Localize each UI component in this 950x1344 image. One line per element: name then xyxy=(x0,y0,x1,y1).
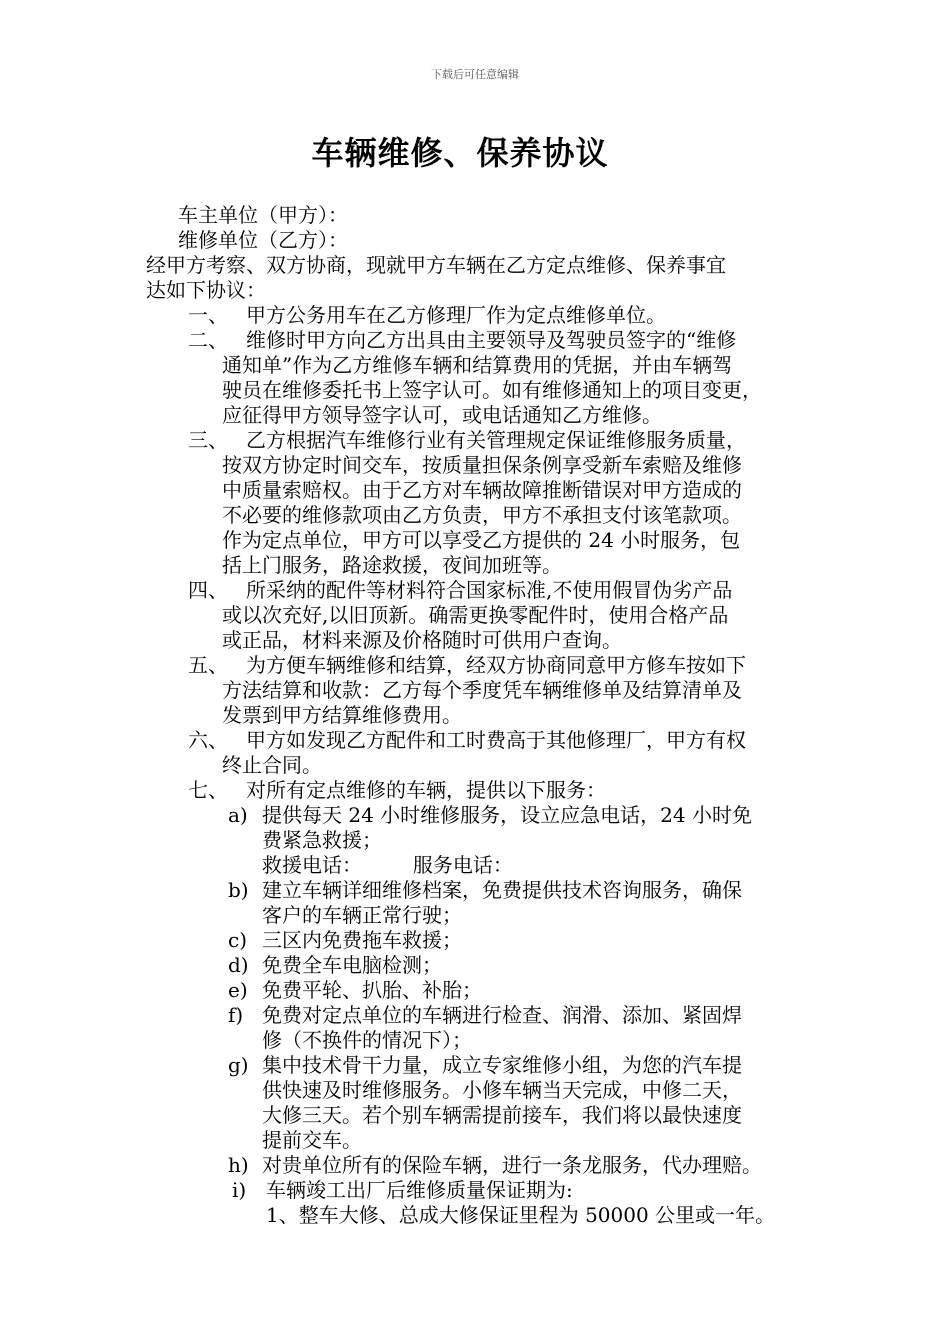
service-label: b) xyxy=(228,878,249,902)
clause-number: 一、 xyxy=(188,303,228,327)
service-line: 救援电话： 服务电话： xyxy=(262,853,513,877)
service-line: 三区内免费拖车救援； xyxy=(262,928,462,952)
clause-line: 维修时甲方向乙方出具由主要领导及驾驶员签字的“维修 xyxy=(246,328,737,352)
service-line: 免费平轮、扒胎、补胎； xyxy=(262,978,482,1002)
clause-line: 终止合同。 xyxy=(222,753,322,777)
clause-line: 甲方公务用车在乙方修理厂作为定点维修单位。 xyxy=(246,303,666,327)
clause-line: 应征得甲方领导签字认可，或电话通知乙方维修。 xyxy=(222,403,662,427)
intro-line: 经甲方考察、双方协商，现就甲方车辆在乙方定点维修、保养事宜 xyxy=(146,253,726,277)
service-line: 提前交车。 xyxy=(262,1128,362,1152)
clause-number: 四、 xyxy=(188,578,228,602)
clause-number: 二、 xyxy=(188,328,228,352)
service-label: f) xyxy=(228,1003,244,1027)
clause-line: 或正品，材料来源及价格随时可供用户查询。 xyxy=(222,628,622,652)
clause-line: 括上门服务，路途救援，夜间加班等。 xyxy=(222,553,562,577)
clause-line: 方法结算和收款：乙方每个季度凭车辆维修单及结算清单及 xyxy=(222,678,742,702)
party-b-label: 维修单位（乙方）： xyxy=(178,228,348,252)
service-label: i) xyxy=(232,1178,247,1202)
service-line: 大修三天。若个别车辆需提前接车，我们将以最快速度 xyxy=(262,1103,742,1127)
clause-number: 七、 xyxy=(188,778,228,802)
clause-number: 三、 xyxy=(188,428,228,452)
service-label: e) xyxy=(228,978,248,1002)
clause-number: 五、 xyxy=(188,653,228,677)
service-line: 供快速及时维修服务。小修车辆当天完成，中修二天， xyxy=(262,1078,742,1102)
document-title: 车辆维修、保养协议 xyxy=(311,134,609,172)
clause-line: 对所有定点维修的车辆，提供以下服务： xyxy=(246,778,606,802)
intro-line: 达如下协议： xyxy=(146,278,266,302)
party-a-label: 车主单位（甲方）： xyxy=(178,203,348,227)
service-label: h) xyxy=(228,1153,249,1177)
clause-number: 六、 xyxy=(188,728,228,752)
clause-line: 作为定点单位，甲方可以享受乙方提供的 24 小时服务，包 xyxy=(222,528,741,552)
service-line: 对贵单位所有的保险车辆，进行一条龙服务，代办理赔。 xyxy=(262,1153,762,1177)
service-line: 修（不换件的情况下）； xyxy=(262,1028,472,1052)
clause-line: 驶员在维修委托书上签字认可。如有维修通知上的项目变更， xyxy=(222,378,762,402)
service-line: 提供每天 24 小时维修服务，设立应急电话，24 小时免 xyxy=(262,803,752,827)
clause-line: 中质量索赔权。由于乙方对车辆故障推断错误对甲方造成的 xyxy=(222,478,742,502)
clause-line: 甲方如发现乙方配件和工时费高于其他修理厂，甲方有权 xyxy=(246,728,746,752)
service-label: g) xyxy=(228,1053,249,1077)
clause-line: 所采纳的配件等材料符合国家标准,不使用假冒伪劣产品 xyxy=(246,578,733,602)
service-label: c) xyxy=(228,928,248,952)
service-label: a) xyxy=(228,803,248,827)
service-line: 免费全车电脑检测； xyxy=(262,953,442,977)
clause-line: 乙方根据汽车维修行业有关管理规定保证维修服务质量， xyxy=(246,428,746,452)
service-line: 费紧急救援； xyxy=(262,828,382,852)
service-line: 客户的车辆正常行驶； xyxy=(262,903,462,927)
service-line: 集中技术骨干力量，成立专家维修小组，为您的汽车提 xyxy=(262,1053,742,1077)
header-note: 下载后可任意编辑 xyxy=(431,68,519,81)
clause-line: 发票到甲方结算维修费用。 xyxy=(222,703,462,727)
service-line: 车辆竣工出厂后维修质量保证期为: xyxy=(266,1178,573,1202)
service-line: 免费对定点单位的车辆进行检查、润滑、添加、紧固焊 xyxy=(262,1003,742,1027)
clause-line: 不必要的维修款项由乙方负责，甲方不承担支付该笔款项。 xyxy=(222,503,742,527)
clause-line: 通知单”作为乙方维修车辆和结算费用的凭据，并由车辆驾 xyxy=(222,353,733,377)
service-label: d) xyxy=(228,953,249,977)
warranty-line: 1、整车大修、总成大修保证里程为 50000 公里或一年。 xyxy=(266,1203,776,1227)
service-line: 建立车辆详细维修档案，免费提供技术咨询服务，确保 xyxy=(262,878,742,902)
clause-line: 按双方协定时间交车，按质量担保条例享受新车索赔及维修 xyxy=(222,453,742,477)
clause-line: 或以次充好,以旧顶新。确需更换零配件时，使用合格产品 xyxy=(222,603,729,627)
clause-line: 为方便车辆维修和结算，经双方协商同意甲方修车按如下 xyxy=(246,653,746,677)
